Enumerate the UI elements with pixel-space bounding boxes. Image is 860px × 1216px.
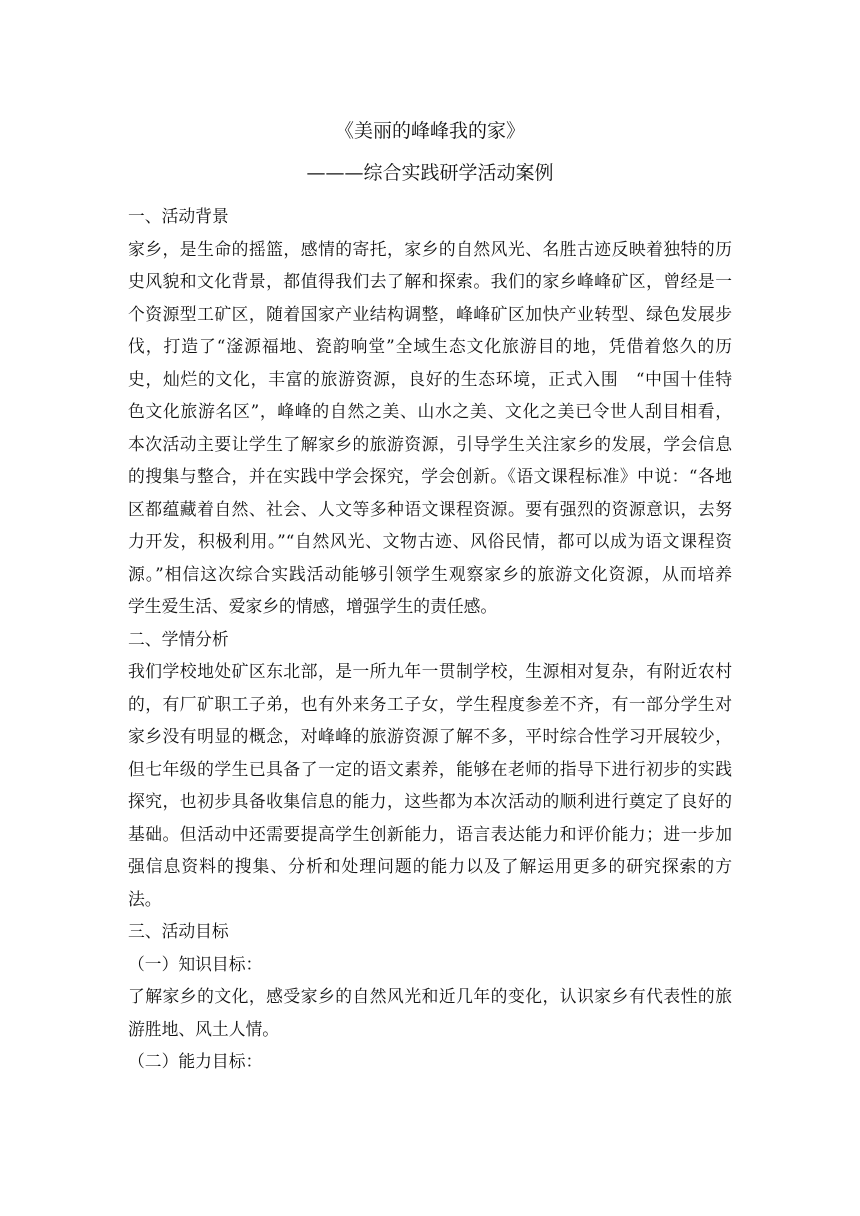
paragraph-line: 力开发，积极利用。”“自然风光、文物古迹、风俗民情，都可以成为语文课程资 xyxy=(128,531,732,551)
paragraph-line: 我们学校地处矿区东北部，是一所九年一贯制学校，生源相对复杂，有附近农村 xyxy=(128,661,732,681)
document-subtitle: ———综合实践研学活动案例 xyxy=(306,162,554,184)
paragraph-line: 伐，打造了“滏源福地、瓷韵响堂”全域生态文化旅游目的地，凭借着悠久的历 xyxy=(128,336,732,356)
paragraph-line: 家乡，是生命的摇篮，感情的寄托，家乡的自然风光、名胜古迹反映着独特的历 xyxy=(128,238,732,259)
paragraph-line: 家乡没有明显的概念，对峰峰的旅游资源了解不多，平时综合性学习开展较少， xyxy=(128,726,732,746)
paragraph-line: 基础。但活动中还需要提高学生创新能力，语言表达能力和评价能力；进一步加 xyxy=(128,823,732,844)
section-heading-background: 一、活动背景 xyxy=(128,206,229,226)
section-heading-analysis: 二、学情分析 xyxy=(128,628,229,649)
paragraph-line: 法。 xyxy=(128,888,162,909)
paragraph-line: 但七年级的学生已具备了一定的语文素养，能够在老师的指导下进行初步的实践 xyxy=(128,758,732,779)
paragraph-line: 探究，也初步具备收集信息的能力，这些都为本次活动的顺利进行奠定了良好的 xyxy=(128,791,732,811)
paragraph-line: 学生爱生活、爱家乡的情感，增强学生的责任感。 xyxy=(128,596,498,616)
paragraph-line: 强信息资料的搜集、分析和处理问题的能力以及了解运用更多的研究探索的方 xyxy=(128,856,732,876)
paragraph-line: 本次活动主要让学生了解家乡的旅游资源，引导学生关注家乡的发展，学会信息 xyxy=(128,433,732,454)
paragraph-line: 个资源型工矿区，随着国家产业结构调整，峰峰矿区加快产业转型、绿色发展步 xyxy=(128,303,732,324)
section-heading-goals: 三、活动目标 xyxy=(128,921,229,941)
document-body xyxy=(128,200,732,1078)
paragraph-line: 史风貌和文化背景，都值得我们去了解和探索。我们的家乡峰峰矿区，曾经是一 xyxy=(128,271,732,291)
subheading-knowledge-goals: （一）知识目标： xyxy=(128,953,263,974)
paragraph-line: 源。”相信这次综合实践活动能够引领学生观察家乡的旅游文化资源，从而培养 xyxy=(128,563,732,584)
paragraph-line: 的，有厂矿职工子弟，也有外来务工子女，学生程度参差不齐，有一部分学生对 xyxy=(128,693,732,714)
paragraph-line: 游胜地、风土人情。 xyxy=(128,1018,280,1039)
document-title: 《美丽的峰峰我的家》 xyxy=(334,120,525,142)
paragraph-line: 史，灿烂的文化，丰富的旅游资源，良好的生态环境，正式入围 “中国十佳特 xyxy=(128,368,732,389)
paragraph-line: 区都蕴藏着自然、社会、人文等多种语文课程资源。要有强烈的资源意识，去努 xyxy=(128,498,732,519)
subheading-ability-goals: （二）能力目标： xyxy=(128,1051,263,1071)
paragraph-line: 色文化旅游名区”，峰峰的自然之美、山水之美、文化之美已令世人刮目相看， xyxy=(128,401,732,421)
paragraph-line: 的搜集与整合，并在实践中学会探究，学会创新。《语文课程标准》中说：“各地 xyxy=(128,466,732,486)
paragraph-line: 了解家乡的文化，感受家乡的自然风光和近几年的变化，认识家乡有代表性的旅 xyxy=(128,986,732,1006)
